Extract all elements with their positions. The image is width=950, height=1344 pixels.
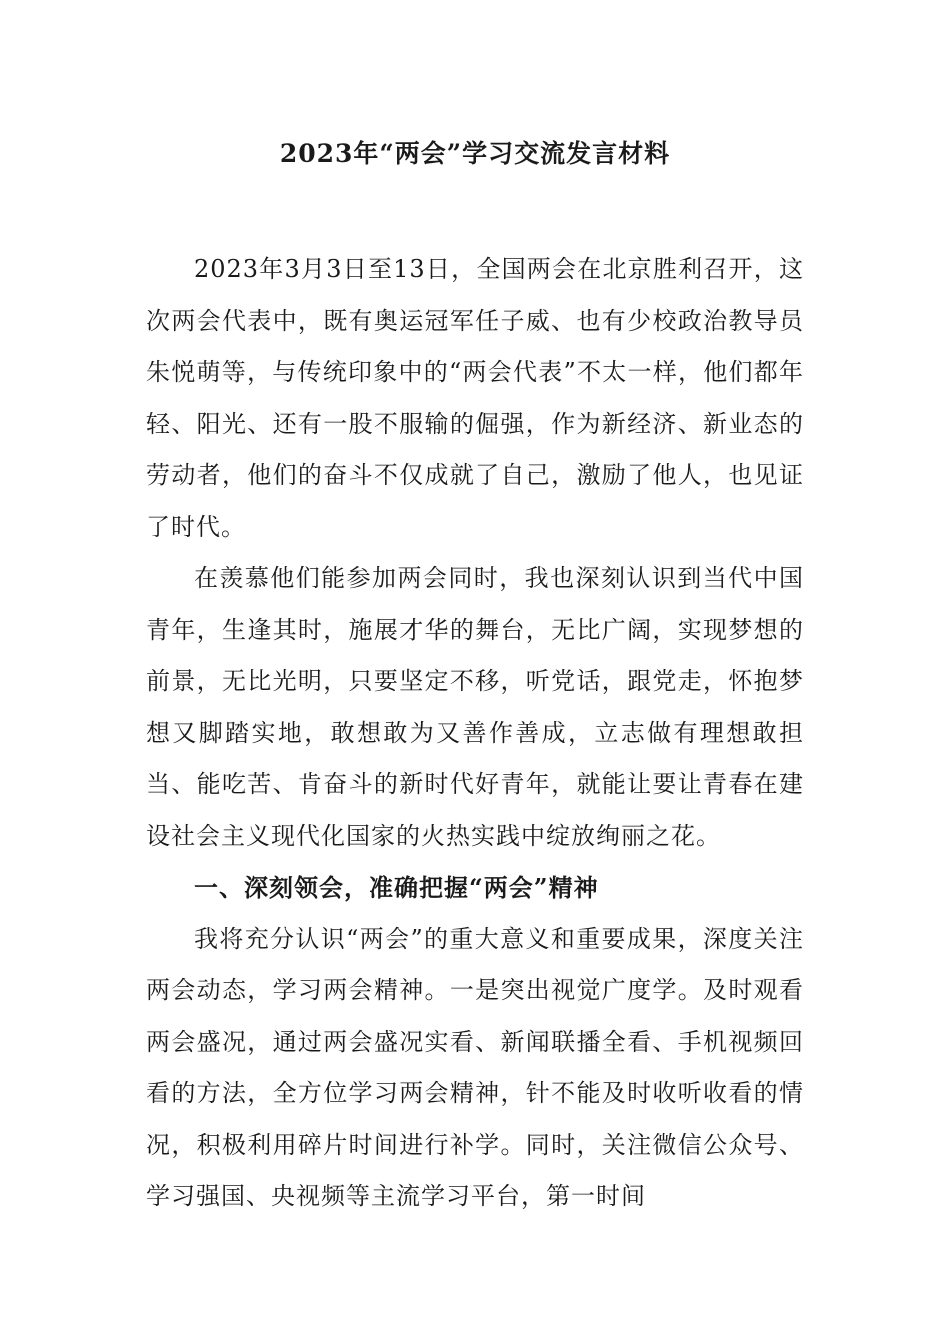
paragraph-section-one: 我将充分认识“两会”的重大意义和重要成果，深度关注两会动态，学习两会精神。一是突出视觉广度学。及时观看两会盛况，通过两会盛况实看、新闻联播全看、手机视频回看的方法，全方位学习两会精神，针不能及时收听收看的情况，积极利用碎片时间进行补学。同时，关注微信公众号、学习强国、央视频等主流学习平台，第一时间 [146, 924, 804, 1210]
paragraph-reflection: 在羡慕他们能参加两会同时，我也深刻认识到当代中国青年，生逢其时，施展才华的舞台，无比广阔，实现梦想的前景，无比光明，只要坚定不移，听党话，跟党走，怀抱梦想又脚踏实地，敢想敢为又善作善成，立志做有理想敢担当、能吃苦、肯奋斗的新时代好青年，就能让要让青春在建设社会主义现代化国家的火热实践中绽放绚丽之花。 [146, 564, 804, 850]
section-heading: 一、深刻领会，准确把握“两会”精神 [194, 873, 599, 902]
document-body [146, 244, 804, 1223]
document-title: 2023年“两会”学习交流发言材料 [279, 139, 671, 168]
paragraph-intro: 2023年3月3日至13日，全国两会在北京胜利召开，这次两会代表中，既有奥运冠军任子威、也有少校政治教导员朱悦萌等，与传统印象中的“两会代表”不太一样，他们都年轻、阳光、还有一股不服输的倔强，作为新经济、新业态的劳动者，他们的奋斗不仅成就了自己，激励了他人，也见证了时代。 [146, 255, 804, 541]
